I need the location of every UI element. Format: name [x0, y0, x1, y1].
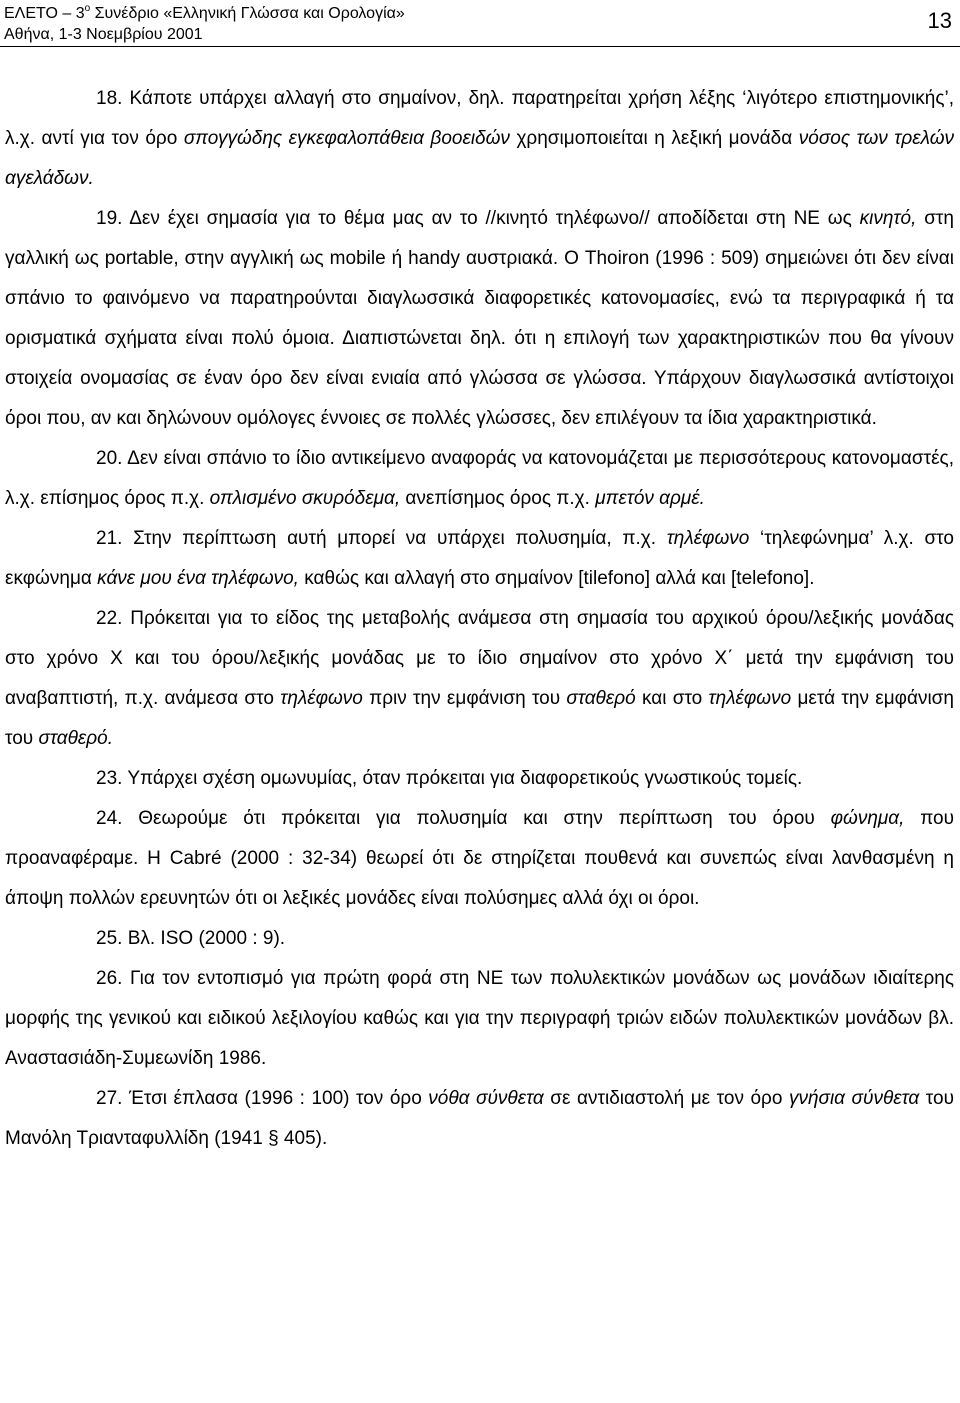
note-number: 19. [96, 208, 123, 229]
note-21 [5, 519, 954, 599]
note-italic-term: μπετόν αρμέ. [595, 488, 705, 509]
note-number: 24. [96, 808, 123, 829]
note-22 [5, 599, 954, 759]
note-number: 18. [96, 88, 123, 109]
conference-title [4, 2, 405, 23]
note-text: σε αντιδιαστολή με τον όρο [543, 1088, 789, 1109]
note-text: στη γαλλική ως portable, στην αγγλική ως mobile ή handy αυστριακά. Ο Thoiron (1996 : 509) σημειώνει ότι δεν είναι σπάνιο το φαινόμενο να παρατηρούνται διαγλωσσικά διαφορετικές κατονομασίες, ενώ τα περιγραφικά ή τα ορισματικά σχήματα είναι πολύ όμοια. Διαπιστώνεται δηλ. ότι η επιλογή των χαρακτηριστικών που θα γίνουν στοιχεία ονομασίας σε έναν όρο δεν είναι ενιαία από γλώσσα σε γλώσσα. Υπάρχουν διαγλωσσικά αντίστοιχοι όροι που, αν και δηλώνουν ομόλογες έννοιες σε πολλές γλώσσες, δεν επιλέγουν τα ίδια χαρακτηριστικά. [5, 208, 954, 429]
note-text: πριν την εμφάνιση του [362, 688, 567, 709]
note-number: 26. [96, 968, 123, 989]
note-italic-term: κινητό, [859, 208, 917, 229]
note-text: Δεν είναι σπάνιο το ίδιο αντικείμενο αναφοράς να κατονομάζεται με περισσότερους κατονομαστές, λ.χ. επίσημος όρος π.χ. [5, 448, 954, 509]
note-number: 25. [96, 928, 123, 949]
note-text: και στο [635, 688, 709, 709]
note-24 [5, 799, 954, 919]
note-text: μετά την εμφάνιση του [5, 688, 954, 749]
note-number: 22. [96, 608, 123, 629]
note-25 [5, 919, 954, 959]
note-text: χρησιμοποιείται η λεξική μονάδα [509, 128, 799, 149]
note-italic-term: τηλέφωνο [708, 688, 792, 709]
note-italic-term: κάνε μου ένα τηλέφωνο, [97, 568, 299, 589]
note-italic-term: φώνημα, [830, 808, 905, 829]
note-number: 21. [96, 528, 123, 549]
note-italic-term: σταθερό [566, 688, 636, 709]
note-italic-term: σπογγώδης εγκεφαλοπάθεια βοοειδών [183, 128, 510, 149]
note-text: καθώς και αλλαγή στο σημαίνον [tilefono] αλλά και [telefono]. [298, 568, 815, 589]
note-text: Υπάρχει σχέση ομωνυμίας, όταν πρόκειται για διαφορετικούς γνωστικούς τομείς. [122, 768, 803, 789]
note-italic-term: νόσος των τρελών αγελάδων. [5, 128, 955, 189]
note-italic-term: τηλέφωνο [666, 528, 750, 549]
footnotes-body [5, 79, 954, 1159]
note-italic-term: σταθερό. [38, 728, 113, 749]
conference-suffix: Συνέδριο «Ελληνική Γλώσσα και Ορολογία» [90, 5, 405, 22]
note-text: Για τον εντοπισμό για πρώτη φορά στη ΝΕ των πολυλεκτικών μονάδων ως μονάδων ιδιαίτερης μορφής της γενικού και ειδικού λεξιλογίου καθώς και για την περιγραφή τριών ειδών πολυλεκτικών μονάδων βλ. Αναστασιάδη-Συμεωνίδη 1986. [5, 968, 954, 1069]
note-text: ανεπίσημος όρος π.χ. [400, 488, 596, 509]
conference-ordinal: ο [84, 2, 91, 14]
note-text: του Μανόλη Τριανταφυλλίδη (1941 § 405). [5, 1088, 954, 1149]
note-18 [5, 79, 954, 199]
note-number: 27. [96, 1088, 123, 1109]
conference-prefix: ΕΛΕΤΟ – 3 [4, 5, 85, 22]
note-27 [5, 1079, 954, 1159]
note-text: που προαναφέραμε. Η Cabré (2000 : 32-34) θεωρεί ότι δε στηρίζεται πουθενά και συνεπώς είναι λανθασμένη η άποψη πολλών ερευνητών ότι οι λεξικές μονάδες είναι πολύσημες αλλά όχι οι όροι. [5, 808, 954, 909]
note-number: 20. [96, 448, 123, 469]
page-number: 13 [927, 8, 952, 33]
note-italic-term: οπλισμένο σκυρόδεμα, [209, 488, 401, 509]
page-header [0, 2, 960, 47]
note-italic-term: γνήσια σύνθετα [788, 1088, 920, 1109]
note-23 [5, 759, 954, 799]
conference-location-date: Αθήνα, 1-3 Νοεμβρίου 2001 [4, 26, 203, 43]
note-text: Στην περίπτωση αυτή μπορεί να υπάρχει πολυσημία, π.χ. [122, 528, 667, 549]
note-text: Έτσι έπλασα (1996 : 100) τον όρο [122, 1088, 429, 1109]
note-italic-term: νόθα σύνθετα [428, 1088, 544, 1109]
note-20 [5, 439, 954, 519]
note-text: Δεν έχει σημασία για το θέμα μας αν το //κινητό τηλέφωνο// αποδίδεται στη ΝΕ ως [122, 208, 860, 229]
note-text: Θεωρούμε ότι πρόκειται για πολυσημία και στην περίπτωση του όρου [122, 808, 831, 829]
note-19 [5, 199, 954, 439]
note-text: Βλ. ISO (2000 : 9). [122, 928, 286, 949]
note-text: ‘τηλεφώνημα’ λ.χ. στο εκφώνημα [5, 528, 954, 589]
note-italic-term: τηλέφωνο [280, 688, 363, 709]
note-text: Πρόκειται για το είδος της μεταβολής ανάμεσα στη σημασία του αρχικού όρου/λεξικής μονάδας στο χρόνο Χ και του όρου/λεξικής μονάδας με το ίδιο σημαίνον στο χρόνο Χ΄ μετά την εμφάνιση του αναβαπτιστή, π.χ. ανάμεσα στο [5, 608, 954, 709]
note-number: 23. [96, 768, 123, 789]
note-text: Κάποτε υπάρχει αλλαγή στο σημαίνον, δηλ. παρατηρείται χρήση λέξης ‘λιγότερο επιστημονικής’, λ.χ. αντί για τον όρο [5, 88, 954, 149]
note-26 [5, 959, 954, 1079]
